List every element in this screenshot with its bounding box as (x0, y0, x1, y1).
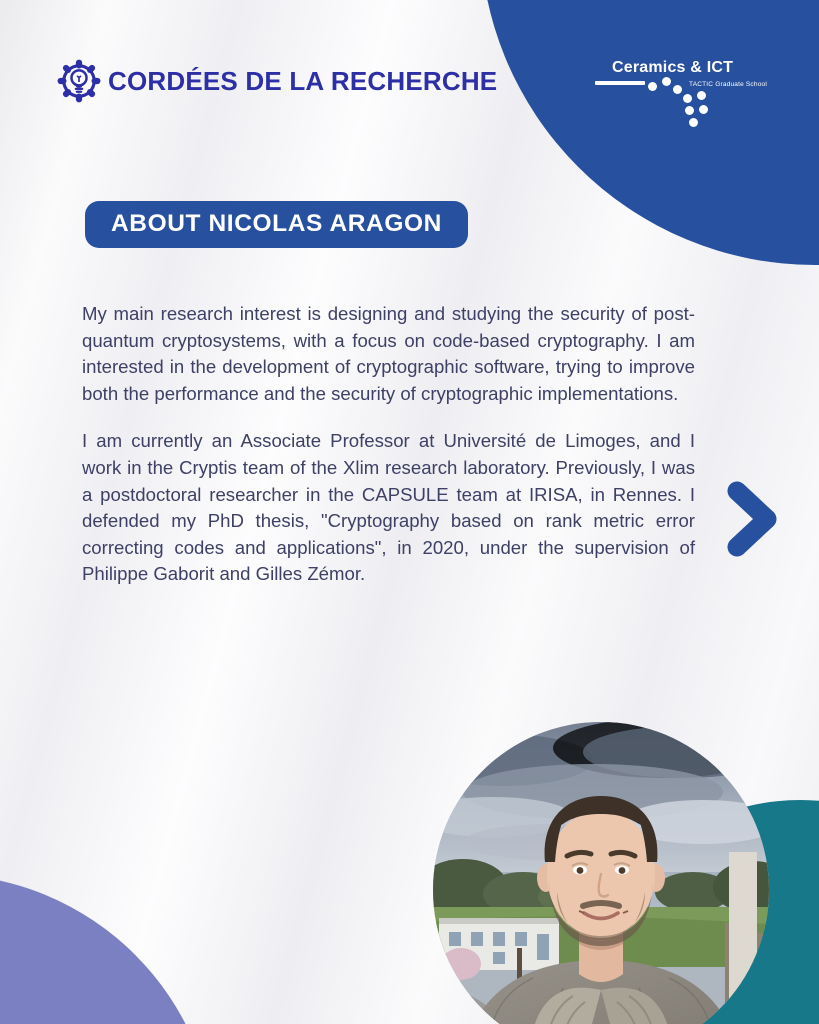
top-right-navy-circle (480, 0, 819, 265)
brand-title: CORDÉES DE LA RECHERCHE (108, 65, 498, 96)
logo-dot (662, 77, 671, 86)
logo-dot (689, 118, 698, 127)
profile-photo (433, 722, 769, 1024)
logo-dot (648, 82, 657, 91)
ceramics-ict-title: Ceramics & ICT (612, 59, 734, 76)
bio-text (82, 301, 695, 609)
logo-dot (673, 85, 682, 94)
gear-lightbulb-icon (56, 58, 102, 104)
logo-underline (595, 81, 645, 85)
chevron-right-icon[interactable] (720, 478, 784, 560)
portrait-illustration (433, 722, 769, 1024)
logo-dot (685, 106, 694, 115)
about-title-badge (85, 201, 468, 248)
bio-paragraph-1: My main research interest is designing and studying the security of post-quantum cryptosystems, with a focus on code-based cryptography. I am interested in the development of cryptographic software, trying to improve both the performance and the security of cryptographic implementations. (82, 303, 695, 404)
logo-dot (699, 105, 708, 114)
logo-dot (683, 94, 692, 103)
ceramics-ict-subtitle: TACTIC Graduate School (689, 81, 767, 88)
header-brand (56, 58, 497, 104)
bottom-left-purple-circle (0, 874, 216, 1024)
bio-paragraph-2: I am currently an Associate Professor at Université de Limoges, and I work in the Cryptis team of the Xlim research laboratory. Previously, I was a postdoctoral researcher in the CAPSULE team at IRISA, in Rennes. I defended my PhD thesis, "Cryptography based on rank metric error correcting codes and applications", in 2020, under the supervision of Philippe Gaborit and Gilles Zémor. (82, 430, 695, 585)
about-title-label: ABOUT NICOLAS ARAGON (111, 210, 442, 237)
logo-dot (697, 91, 706, 100)
